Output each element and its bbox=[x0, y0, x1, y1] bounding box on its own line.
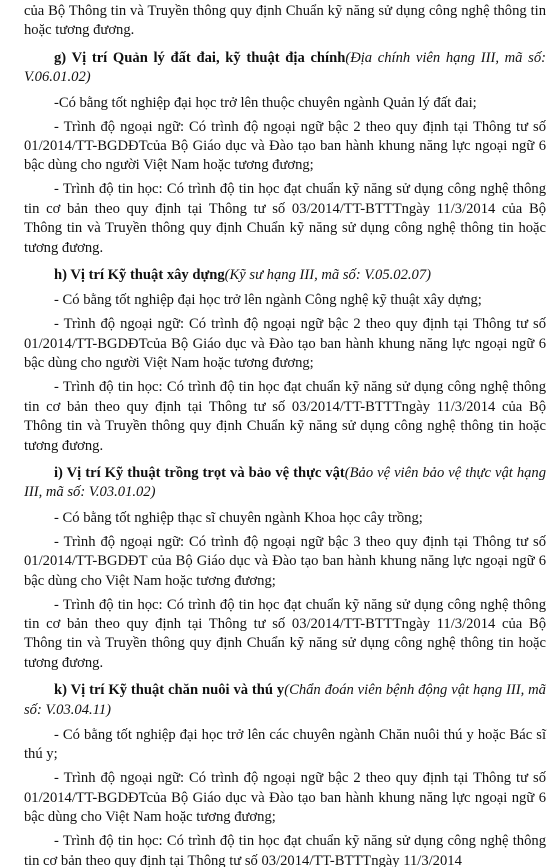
paragraph: - Trình độ tin học: Có trình độ tin học đạt chuẩn kỹ năng sử dụng công nghệ thông tin cơ bản theo quy định tại Thông tư số 03/2014/TT-BTTTngày 11/3/2014 bbox=[24, 833, 546, 867]
paragraph: -Có bằng tốt nghiệp đại học trở lên thuộc chuyên ngành Quản lý đất đai; bbox=[54, 94, 477, 111]
section-heading-code: (Chẩn đoán viên bệnh động vật hạng III, mã số: V.03.04.11) bbox=[24, 682, 546, 718]
section-heading-h bbox=[24, 266, 546, 285]
paragraph: - Có bằng tốt nghiệp thạc sĩ chuyên ngành Khoa học cây trồng; bbox=[54, 509, 423, 526]
section-heading-title: g) Vị trí Quản lý đất đai, kỹ thuật địa chính bbox=[54, 49, 346, 66]
section-heading-k bbox=[24, 681, 546, 720]
paragraph: - Trình độ tin học: Có trình độ tin học đạt chuẩn kỹ năng sử dụng công nghệ thông tin cơ bản theo quy định tại Thông tư số 03/2014/TT-BTTTngày 11/3/2014 của Bộ Thông tin và Truyền thông quy định Chuẩn kỹ năng sử dụng công nghệ thông tin hoặc tương đương. bbox=[24, 181, 546, 256]
section-heading-g bbox=[24, 49, 546, 88]
section-heading-code: (Địa chính viên hạng III, mã số: V.06.01.02) bbox=[24, 49, 547, 86]
section-heading-title: h) Vị trí Kỹ thuật xây dựng bbox=[54, 267, 225, 284]
paragraph: - Có bằng tốt nghiệp đại học trở lên các chuyên ngành Chăn nuôi thú y hoặc Bác sĩ thú y; bbox=[24, 726, 546, 763]
paragraph: - Trình độ tin học: Có trình độ tin học đạt chuẩn kỹ năng sử dụng công nghệ thông tin cơ bản theo quy định tại Thông tư số 03/2014/TT-BTTTngày 11/3/2014 của Bộ Thông tin và Truyền thông quy định Chuẩn kỹ năng sử dụng công nghệ thông tin hoặc tương đương. bbox=[24, 596, 546, 671]
section-heading-code: (Kỹ sư hạng III, mã số: V.05.02.07) bbox=[224, 267, 431, 284]
paragraph: - Trình độ ngoại ngữ: Có trình độ ngoại ngữ bậc 2 theo quy định tại Thông tư số 01/2014/TT-BGDĐTcủa Bộ Giáo dục và Đào tạo ban hành khung năng lực ngoại ngữ 6 bậc dùng cho người Việt Nam hoặc tương đương; bbox=[24, 316, 546, 372]
section-heading-title: k) Vị trí Kỹ thuật chăn nuôi và thú y bbox=[54, 682, 285, 699]
section-heading-i bbox=[24, 464, 546, 503]
paragraph: - Trình độ tin học: Có trình độ tin học đạt chuẩn kỹ năng sử dụng công nghệ thông tin cơ bản theo quy định tại Thông tư số 03/2014/TT-BTTTngày 11/3/2014 của Bộ Thông tin và Truyền thông quy định Chuẩn kỹ năng sử dụng công nghệ thông tin hoặc tương đương. bbox=[24, 379, 546, 454]
paragraph: - Trình độ ngoại ngữ: Có trình độ ngoại ngữ bậc 2 theo quy định tại Thông tư số 01/2014/TT-BGDĐTcủa Bộ Giáo dục và Đào tạo ban hành khung năng lực ngoại ngữ 6 bậc dùng cho người Việt Nam hoặc tương đương; bbox=[24, 118, 546, 174]
paragraph: - Có bằng tốt nghiệp đại học trở lên ngành Công nghệ kỹ thuật xây dựng; bbox=[54, 292, 482, 309]
paragraph: - Trình độ ngoại ngữ: Có trình độ ngoại ngữ bậc 2 theo quy định tại Thông tư số 01/2014/TT-BGDĐTcủa Bộ Giáo dục và Đào tạo ban hành khung năng lực ngoại ngữ 6 bậc dùng cho Việt Nam hoặc tương đương; bbox=[24, 770, 546, 826]
paragraph: - Trình độ ngoại ngữ: Có trình độ ngoại ngữ bậc 3 theo quy định tại Thông tư số 01/2014/TT-BGDĐT của Bộ Giáo dục và Đào tạo ban hành khung năng lực ngoại ngữ 6 bậc dùng cho Việt Nam hoặc tương đương; bbox=[24, 533, 546, 589]
paragraph: của Bộ Thông tin và Truyền thông quy định Chuẩn kỹ năng sử dụng công nghệ thông tin hoặc tương đương. bbox=[24, 3, 546, 39]
section-heading-title: i) Vị trí Kỹ thuật trồng trọt và bảo vệ thực vật bbox=[54, 464, 345, 481]
section-heading-code: (Bảo vệ viên bảo vệ thực vật hạng III, mã số: V.03.01.02) bbox=[24, 464, 547, 501]
